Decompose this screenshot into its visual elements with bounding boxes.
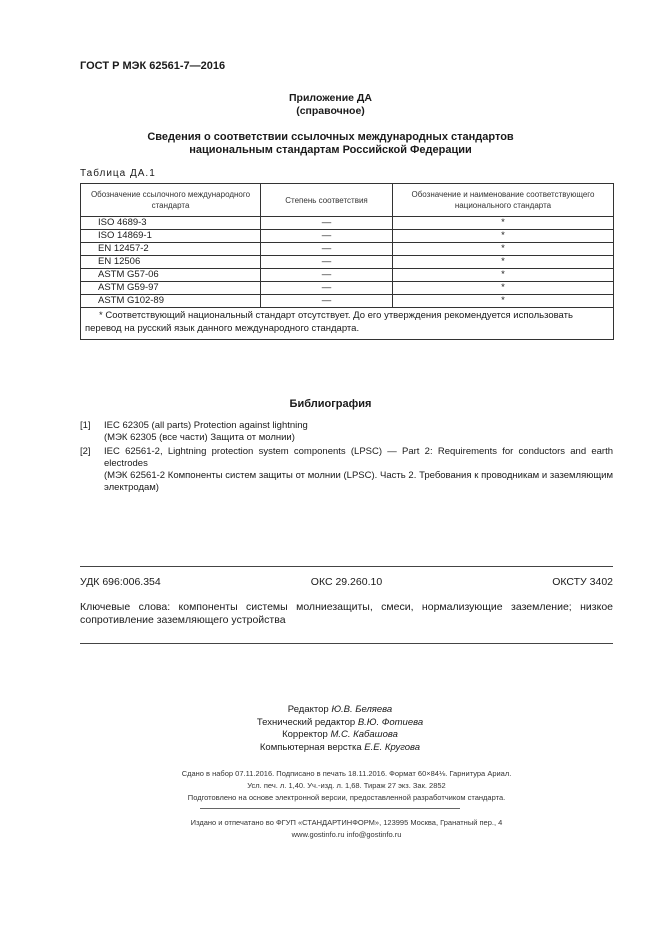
table-header-row bbox=[81, 184, 614, 217]
editor-name: Ю.В. Беляева bbox=[331, 704, 393, 715]
section-heading-line2: национальным стандартам Российской Федерации bbox=[189, 144, 472, 156]
bibliography-item-original: IEC 62305 (all parts) Protection against lightning bbox=[104, 420, 308, 431]
editor-line bbox=[190, 704, 490, 717]
bibliography-item-translation: (МЭК 62561-2 Компоненты систем защиты от молнии (LPSC). Часть 2. Требования к проводникам и заземляющим электродам) bbox=[104, 470, 613, 493]
cell-std: ISO 4689-3 bbox=[81, 217, 261, 230]
header-cell-intl-standard: Обозначение ссылочного международного стандарта bbox=[81, 184, 261, 217]
bibliography-title: Библиография bbox=[289, 398, 372, 410]
cell-degree: — bbox=[261, 217, 393, 230]
cell-std: ISO 14869-1 bbox=[81, 230, 261, 243]
imprint-line-2: Усл. печ. л. 1,40. Уч.-изд. л. 1,68. Тираж 27 экз. Зак. 2852 bbox=[247, 781, 446, 790]
cell-national: * bbox=[393, 243, 614, 256]
appendix-title: Приложение ДА bbox=[289, 92, 372, 104]
divider bbox=[80, 643, 613, 644]
cell-national: * bbox=[393, 256, 614, 269]
imprint-divider bbox=[200, 808, 460, 809]
layout-name: Е.Е. Кругова bbox=[364, 741, 421, 753]
cell-std: ASTM G59-97 bbox=[81, 282, 261, 295]
table-label: Таблица ДА.1 bbox=[80, 168, 156, 179]
oks-code: ОКС 29.260.10 bbox=[310, 576, 383, 588]
cell-national: * bbox=[393, 269, 614, 282]
cell-degree: — bbox=[261, 282, 393, 295]
bibliography-item-number: [2] bbox=[80, 446, 91, 457]
correspondence-table bbox=[80, 183, 614, 340]
keywords: Ключевые слова: компоненты системы молниезащиты, смеси, нормализующие заземление; низкое сопротивление заземляющего устройства bbox=[80, 601, 613, 626]
bibliography-item bbox=[80, 446, 613, 494]
cell-std: EN 12506 bbox=[81, 256, 261, 269]
cell-national: * bbox=[393, 282, 614, 295]
imprint-line-3: Подготовлено на основе электронной версии, предоставленной разработчиком стандарта. bbox=[187, 793, 506, 802]
cell-national: * bbox=[393, 295, 614, 308]
imprint-line-1: Сдано в набор 07.11.2016. Подписано в печать 18.11.2016. Формат 60×84⅛. Гарнитура Ариал. bbox=[181, 769, 512, 778]
tech-editor-line bbox=[190, 717, 490, 730]
layout-label: Компьютерная верстка bbox=[259, 741, 362, 753]
cell-std: ASTM G57-06 bbox=[81, 269, 261, 282]
header-cell-national-standard: Обозначение и наименование соответствующего национального стандарта bbox=[393, 184, 614, 217]
cell-std: ASTM G102-89 bbox=[81, 295, 261, 308]
cell-degree: — bbox=[261, 269, 393, 282]
bibliography-item-original: IEC 62561-2, Lightning protection system components (LPSC) — Part 2: Requirements for conductors and earth electrodes bbox=[104, 446, 613, 469]
table-row bbox=[81, 230, 614, 243]
bibliography-item-number: [1] bbox=[80, 420, 91, 431]
cell-degree: — bbox=[261, 256, 393, 269]
table-row bbox=[81, 295, 614, 308]
cell-degree: — bbox=[261, 243, 393, 256]
udk-code: УДК 696:006.354 bbox=[80, 576, 161, 588]
cell-degree: — bbox=[261, 295, 393, 308]
bibliography-item bbox=[80, 420, 613, 444]
imprint-web: www.gostinfo.ru info@gostinfo.ru bbox=[291, 830, 402, 839]
standard-number: ГОСТ Р МЭК 62561-7—2016 bbox=[80, 60, 226, 72]
table-row bbox=[81, 256, 614, 269]
cell-national: * bbox=[393, 230, 614, 243]
staff-credits bbox=[190, 704, 490, 754]
cell-std: EN 12457-2 bbox=[81, 243, 261, 256]
table-footnote-text: * Соответствующий национальный стандарт отсутствует. До его утверждения рекомендуется использовать перевод на русский язык данного международного стандарта. bbox=[85, 310, 573, 334]
table-row bbox=[81, 217, 614, 230]
table-row bbox=[81, 282, 614, 295]
layout-line bbox=[190, 742, 490, 755]
divider bbox=[80, 566, 613, 567]
bibliography-item-translation: (МЭК 62305 (все части) Защита от молнии) bbox=[104, 432, 295, 443]
appendix-subtitle: (справочное) bbox=[296, 105, 365, 117]
corrector-line bbox=[190, 729, 490, 742]
tech-editor-label: Технический редактор bbox=[256, 716, 356, 728]
table-footnote-row bbox=[81, 308, 614, 340]
corrector-label: Корректор bbox=[282, 729, 328, 740]
okstu-code: ОКСТУ 3402 bbox=[552, 576, 613, 588]
tech-editor-name: В.Ю. Фотиева bbox=[357, 716, 424, 728]
section-heading-line1: Сведения о соответствии ссылочных международных стандартов bbox=[147, 131, 514, 143]
section-heading bbox=[0, 131, 661, 157]
imprint-publisher: Издано и отпечатано во ФГУП «СТАНДАРТИНФОРМ», 123995 Москва, Гранатный пер., 4 bbox=[190, 818, 503, 827]
editor-label: Редактор bbox=[287, 704, 329, 715]
cell-national: * bbox=[393, 217, 614, 230]
cell-degree: — bbox=[261, 230, 393, 243]
table-row bbox=[81, 243, 614, 256]
corrector-name: М.С. Кабашова bbox=[330, 729, 398, 740]
table-row bbox=[81, 269, 614, 282]
header-cell-degree: Степень соответствия bbox=[261, 184, 393, 217]
table-footnote bbox=[81, 308, 614, 340]
